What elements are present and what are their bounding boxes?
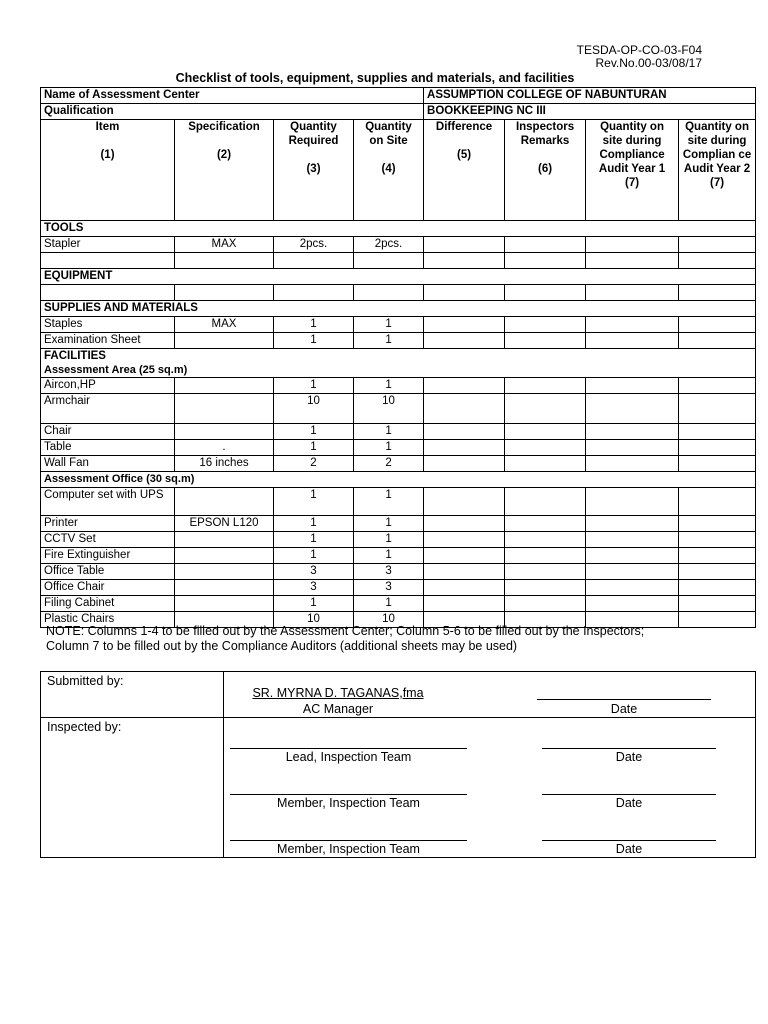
section-label (41, 349, 756, 378)
qty-required-cell: 1 (274, 317, 354, 333)
empty-cell (274, 285, 354, 301)
member1-date-label: Date (615, 796, 643, 810)
empty-cell (505, 440, 586, 456)
member1-signature-line (230, 794, 467, 795)
column-header-number: (3) (306, 163, 321, 175)
table-row (41, 548, 756, 564)
column-header (586, 120, 679, 221)
qty-required-cell: 1 (274, 532, 354, 548)
section-row (41, 221, 756, 237)
spec-cell: . (175, 440, 274, 456)
table-row (41, 440, 756, 456)
empty-cell (424, 548, 505, 564)
qty-on-site-cell: 1 (354, 424, 424, 440)
empty-cell (505, 394, 586, 424)
table-row (41, 333, 756, 349)
lead-date-line (542, 748, 716, 749)
signature-table (40, 671, 756, 858)
empty-cell (586, 440, 679, 456)
empty-cell (505, 317, 586, 333)
empty-cell (679, 394, 756, 424)
empty-cell (586, 564, 679, 580)
empty-cell (424, 285, 505, 301)
column-header-title: Specification (188, 121, 260, 133)
item-cell: Chair (41, 424, 175, 440)
column-header (505, 120, 586, 221)
column-header-title: Quantity on site during Complian ce Audit Year 2 (682, 121, 752, 175)
empty-cell (586, 394, 679, 424)
assessment-center-row (41, 88, 756, 104)
column-header-number: (6) (538, 163, 553, 175)
column-header-spacer (427, 134, 501, 148)
empty-cell (679, 612, 756, 628)
empty-cell (679, 488, 756, 516)
column-header-title: Difference (435, 121, 493, 133)
empty-cell (354, 285, 424, 301)
qty-required-cell: 1 (274, 440, 354, 456)
column-header-row (41, 120, 756, 221)
item-cell: Examination Sheet (41, 333, 175, 349)
empty-cell (679, 253, 756, 269)
item-cell: CCTV Set (41, 532, 175, 548)
qty-required-cell: 3 (274, 564, 354, 580)
empty-cell (586, 237, 679, 253)
submitted-row (41, 672, 756, 718)
column-header-number: (5) (457, 149, 472, 161)
empty-cell (679, 580, 756, 596)
member2-signature-line (230, 840, 467, 841)
spec-cell: 16 inches (175, 456, 274, 472)
member2-role: Member, Inspection Team (277, 842, 420, 856)
empty-cell (41, 253, 175, 269)
submitted-date-label: Date (610, 702, 638, 716)
table-row (41, 456, 756, 472)
spec-cell (175, 488, 274, 516)
table-row (41, 596, 756, 612)
inspected-row (41, 718, 756, 858)
column-header (274, 120, 354, 221)
column-header (679, 120, 756, 221)
empty-cell (175, 253, 274, 269)
empty-cell (679, 564, 756, 580)
qty-on-site-cell: 1 (354, 596, 424, 612)
qty-required-cell: 2pcs. (274, 237, 354, 253)
section-label-text: FACILITIES (44, 350, 106, 362)
qty-required-cell: 2 (274, 456, 354, 472)
inspected-signature-block (224, 718, 756, 858)
empty-cell (505, 285, 586, 301)
column-header-title: Inspectors Remarks (515, 121, 575, 147)
empty-cell (424, 596, 505, 612)
qty-on-site-cell: 2 (354, 456, 424, 472)
empty-cell (586, 516, 679, 532)
empty-cell (424, 488, 505, 516)
column-header-spacer (178, 134, 270, 148)
column-header-number: (7) (625, 177, 640, 189)
empty-cell (586, 548, 679, 564)
column-header-spacer (508, 148, 582, 162)
qualification-value: BOOKKEEPING NC III (424, 104, 756, 120)
empty-cell (679, 596, 756, 612)
empty-cell (505, 456, 586, 472)
spec-cell (175, 532, 274, 548)
qty-on-site-cell: 1 (354, 378, 424, 394)
item-cell: Armchair (41, 394, 175, 424)
table-row (41, 394, 756, 424)
item-cell: Printer (41, 516, 175, 532)
empty-cell (505, 580, 586, 596)
empty-cell (424, 317, 505, 333)
section-label: EQUIPMENT (41, 269, 756, 285)
empty-cell (586, 378, 679, 394)
table-row (41, 378, 756, 394)
item-cell: Office Chair (41, 580, 175, 596)
spec-cell: MAX (175, 317, 274, 333)
empty-cell (679, 317, 756, 333)
column-header (41, 120, 175, 221)
qty-on-site-cell: 2pcs. (354, 237, 424, 253)
qty-on-site-cell: 1 (354, 488, 424, 516)
empty-cell (505, 532, 586, 548)
table-row (41, 317, 756, 333)
section-row (41, 472, 756, 488)
column-header-title: Quantity on Site (365, 121, 412, 147)
item-cell: Computer set with UPS (41, 488, 175, 516)
empty-cell (505, 424, 586, 440)
note-text: NOTE: Columns 1-4 to be filled out by the Assessment Center; Column 5-6 to be filled out by the Inspectors; Column 7 to be filled out by the Compliance Auditors (additional sheets may be used) (46, 624, 645, 653)
empty-cell (679, 532, 756, 548)
column-header-number: (4) (381, 163, 396, 175)
item-cell: Aircon,HP (41, 378, 175, 394)
empty-cell (586, 456, 679, 472)
empty-cell (424, 253, 505, 269)
qty-required-cell: 1 (274, 516, 354, 532)
column-header-spacer (357, 148, 420, 162)
qty-on-site-cell: 1 (354, 516, 424, 532)
subsection-label: Assessment Office (30 sq.m) (41, 472, 756, 488)
submitted-signature-block (224, 672, 756, 718)
empty-cell (41, 285, 175, 301)
empty-cell (424, 424, 505, 440)
qty-on-site-cell: 1 (354, 317, 424, 333)
empty-cell (424, 580, 505, 596)
qty-required-cell: 1 (274, 596, 354, 612)
qty-required-cell: 10 (274, 612, 354, 628)
spec-cell: MAX (175, 237, 274, 253)
qty-on-site-cell: 10 (354, 612, 424, 628)
column-header-spacer (277, 148, 350, 162)
item-cell: Table (41, 440, 175, 456)
center-value: ASSUMPTION COLLEGE OF NABUNTURAN (424, 88, 756, 104)
empty-cell (586, 285, 679, 301)
spec-cell (175, 378, 274, 394)
empty-cell (679, 424, 756, 440)
empty-cell (424, 564, 505, 580)
table-row (41, 237, 756, 253)
empty-cell (679, 285, 756, 301)
empty-cell (424, 456, 505, 472)
column-header-title: Quantity on site during Compliance Audit Year 1 (598, 121, 666, 175)
empty-cell (505, 378, 586, 394)
empty-cell (505, 516, 586, 532)
spec-cell (175, 548, 274, 564)
empty-cell (679, 378, 756, 394)
qty-required-cell: 1 (274, 424, 354, 440)
column-header-title: Item (95, 121, 120, 133)
column-header (424, 120, 505, 221)
empty-cell (586, 253, 679, 269)
qty-required-cell: 1 (274, 488, 354, 516)
qty-on-site-cell: 1 (354, 333, 424, 349)
empty-cell (505, 596, 586, 612)
column-header-number: (2) (216, 149, 232, 161)
qty-on-site-cell: 10 (354, 394, 424, 424)
form-number: TESDA-OP-CO-03-F04 (576, 43, 702, 57)
item-cell: Office Table (41, 564, 175, 580)
spec-cell (175, 424, 274, 440)
qty-required-cell: 10 (274, 394, 354, 424)
center-label: Name of Assessment Center (41, 88, 424, 104)
member1-role: Member, Inspection Team (277, 796, 420, 810)
column-header (175, 120, 274, 221)
empty-cell (424, 440, 505, 456)
column-header-number: (7) (710, 177, 725, 189)
table-row (41, 516, 756, 532)
item-cell: Filing Cabinet (41, 596, 175, 612)
empty-cell (586, 317, 679, 333)
qualification-label: Qualification (41, 104, 424, 120)
empty-cell (586, 333, 679, 349)
empty-cell (424, 237, 505, 253)
member2-date-label: Date (615, 842, 643, 856)
empty-cell (586, 596, 679, 612)
submitter-name: SR. MYRNA D. TAGANAS,fma (252, 686, 424, 700)
empty-cell (586, 488, 679, 516)
empty-cell (505, 488, 586, 516)
empty-cell (505, 564, 586, 580)
member1-date-line (542, 794, 716, 795)
empty-cell (424, 378, 505, 394)
document-code (577, 44, 702, 70)
column-header-spacer (44, 134, 171, 148)
empty-cell (679, 237, 756, 253)
section-label: TOOLS (41, 221, 756, 237)
spec-cell (175, 580, 274, 596)
item-cell: Stapler (41, 237, 175, 253)
table-row (41, 532, 756, 548)
column-header-number: (1) (100, 149, 115, 161)
spec-cell (175, 564, 274, 580)
submitter-role: AC Manager (302, 702, 374, 716)
qty-required-cell: 1 (274, 548, 354, 564)
page-title: Checklist of tools, equipment, supplies and materials, and facilities (175, 71, 575, 85)
empty-cell (424, 532, 505, 548)
qty-on-site-cell: 1 (354, 440, 424, 456)
column-header (354, 120, 424, 221)
item-cell: Staples (41, 317, 175, 333)
empty-cell (424, 394, 505, 424)
table-row (41, 580, 756, 596)
table-row (41, 488, 756, 516)
spec-cell: EPSON L120 (175, 516, 274, 532)
empty-cell (679, 516, 756, 532)
lead-role: Lead, Inspection Team (285, 750, 412, 764)
empty-row (41, 253, 756, 269)
section-row (41, 269, 756, 285)
qty-required-cell: 1 (274, 333, 354, 349)
empty-cell (505, 237, 586, 253)
empty-cell (586, 424, 679, 440)
table-row (41, 564, 756, 580)
lead-date-label: Date (615, 750, 643, 764)
item-cell: Plastic Chairs (41, 612, 175, 628)
empty-cell (505, 548, 586, 564)
section-label: SUPPLIES AND MATERIALS (41, 301, 756, 317)
revision-number: Rev.No.00-03/08/17 (595, 56, 702, 70)
empty-cell (354, 253, 424, 269)
spec-cell (175, 333, 274, 349)
inspected-label: Inspected by: (41, 718, 224, 858)
empty-cell (424, 516, 505, 532)
column-header-title: Quantity Required (288, 121, 339, 147)
empty-cell (505, 333, 586, 349)
empty-cell (505, 253, 586, 269)
empty-cell (175, 285, 274, 301)
qty-on-site-cell: 3 (354, 580, 424, 596)
qty-on-site-cell: 3 (354, 564, 424, 580)
qty-required-cell: 3 (274, 580, 354, 596)
empty-cell (586, 532, 679, 548)
member2-date-line (542, 840, 716, 841)
empty-row (41, 285, 756, 301)
submitted-label: Submitted by: (41, 672, 224, 718)
empty-cell (679, 333, 756, 349)
spec-cell (175, 394, 274, 424)
qty-required-cell: 1 (274, 378, 354, 394)
submitted-date-line (537, 699, 711, 700)
empty-cell (679, 548, 756, 564)
empty-cell (274, 253, 354, 269)
qty-on-site-cell: 1 (354, 532, 424, 548)
item-cell: Wall Fan (41, 456, 175, 472)
spec-cell (175, 596, 274, 612)
empty-cell (586, 580, 679, 596)
qty-on-site-cell: 1 (354, 548, 424, 564)
section-row (41, 349, 756, 378)
empty-cell (679, 456, 756, 472)
empty-cell (424, 333, 505, 349)
item-cell: Fire Extinguisher (41, 548, 175, 564)
table-row (41, 424, 756, 440)
lead-signature-line (230, 748, 467, 749)
empty-cell (679, 440, 756, 456)
checklist-table (40, 87, 756, 628)
section-row (41, 301, 756, 317)
qualification-row (41, 104, 756, 120)
subsection-label: Assessment Area (25 sq.m) (44, 364, 188, 376)
